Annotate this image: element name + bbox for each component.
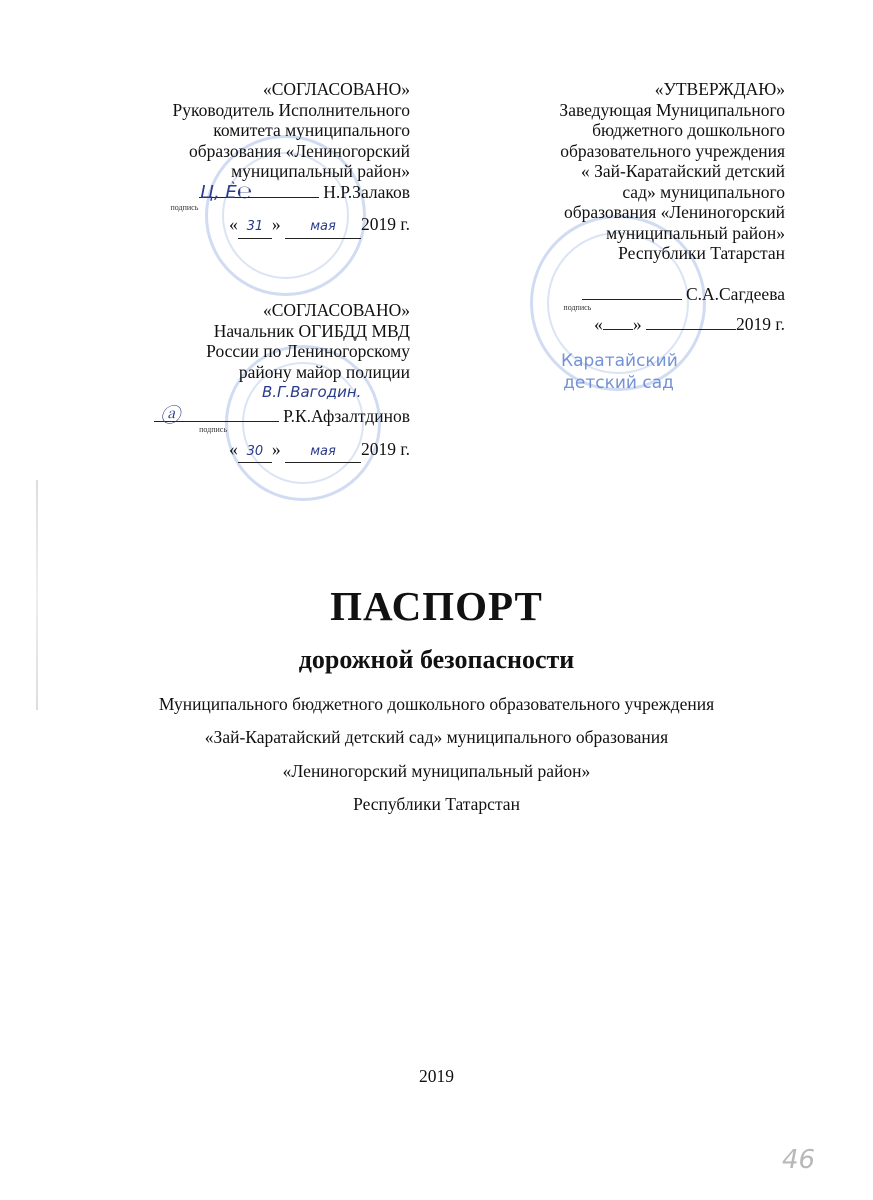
handwritten-signature: ⓐ (160, 403, 180, 427)
organization-line: «Зай-Каратайский детский сад» муниципального образования (204, 727, 669, 747)
stamp-text: Каратайский детский сад (561, 351, 678, 393)
signatory-name: Н.Р.Залаков (323, 181, 410, 202)
approval-line: Руководитель Исполнительного (172, 99, 410, 120)
date-year: 2019 г. (361, 438, 410, 459)
approval-line: району майор полиции (238, 361, 410, 382)
approval-line: Заведующая Муниципального (559, 99, 785, 120)
signature-row (559, 283, 785, 312)
approval-line: муниципальный район» (606, 222, 785, 243)
date-month: мая (285, 217, 361, 239)
signature-line (582, 285, 682, 300)
approval-line: России по Лениногорскому (206, 341, 410, 361)
approval-heading: «СОГЛАСОВАНО» (262, 300, 410, 320)
signature-caption: подпись (199, 425, 227, 434)
signatory-name: Р.К.Афзалтдинов (283, 406, 410, 426)
approval-line: муниципальный район» (231, 161, 410, 181)
organization-line: «Лениногорский муниципальный район» (282, 761, 591, 781)
signature-caption: подпись (563, 302, 592, 312)
document-title: ПАСПОРТ (330, 583, 543, 629)
approval-heading: «УТВЕРЖДАЮ» (654, 79, 785, 99)
handwritten-note: В.Г.Вагодин. (262, 383, 362, 401)
date-month (646, 329, 736, 330)
date-month: мая (285, 442, 361, 464)
date-year: 2019 г. (361, 214, 410, 234)
organization-line: Республики Татарстан (353, 794, 520, 814)
approval-heading: «СОГЛАСОВАНО» (262, 79, 410, 99)
approval-block-left-top (170, 79, 411, 239)
approval-block-right (559, 79, 785, 335)
signatory-name: С.А.Сагдеева (685, 283, 785, 304)
signature-caption: подпись (170, 202, 199, 212)
approval-line: сад» муниципального (622, 181, 785, 202)
date-day: 30 (238, 442, 272, 464)
approval-line: бюджетного дошкольного (592, 120, 785, 140)
date-row: « 30 » мая 2019 г. (154, 439, 410, 464)
document-year: 2019 (419, 1066, 454, 1086)
approval-line: образования «Лениногорский (563, 202, 785, 222)
approval-line: Начальник ОГИБДД МВД (213, 320, 410, 341)
approval-block-left-bottom (154, 300, 410, 463)
date-row: « » 2019 г. (594, 314, 785, 334)
signature-row (154, 403, 410, 434)
date-row: « 31 » мая 2019 г. (173, 214, 411, 239)
approval-line: комитета муниципального (213, 120, 410, 140)
organization-line: Муниципального бюджетного дошкольного образовательного учреждения (158, 694, 715, 714)
approval-line: « Зай-Каратайский детский (580, 161, 785, 181)
approval-line: образовательного учреждения (560, 140, 785, 161)
document-subtitle: дорожной безопасности (298, 645, 575, 674)
date-day (603, 329, 633, 330)
approval-line: Республики Татарстан (618, 243, 785, 263)
date-day: 31 (238, 217, 272, 239)
page-number: 46 (782, 1145, 816, 1175)
date-year: 2019 г. (736, 314, 785, 334)
handwritten-signature: Ц, Ѐ℮ (200, 182, 253, 203)
approval-line: образования «Лениногорский (188, 140, 410, 161)
